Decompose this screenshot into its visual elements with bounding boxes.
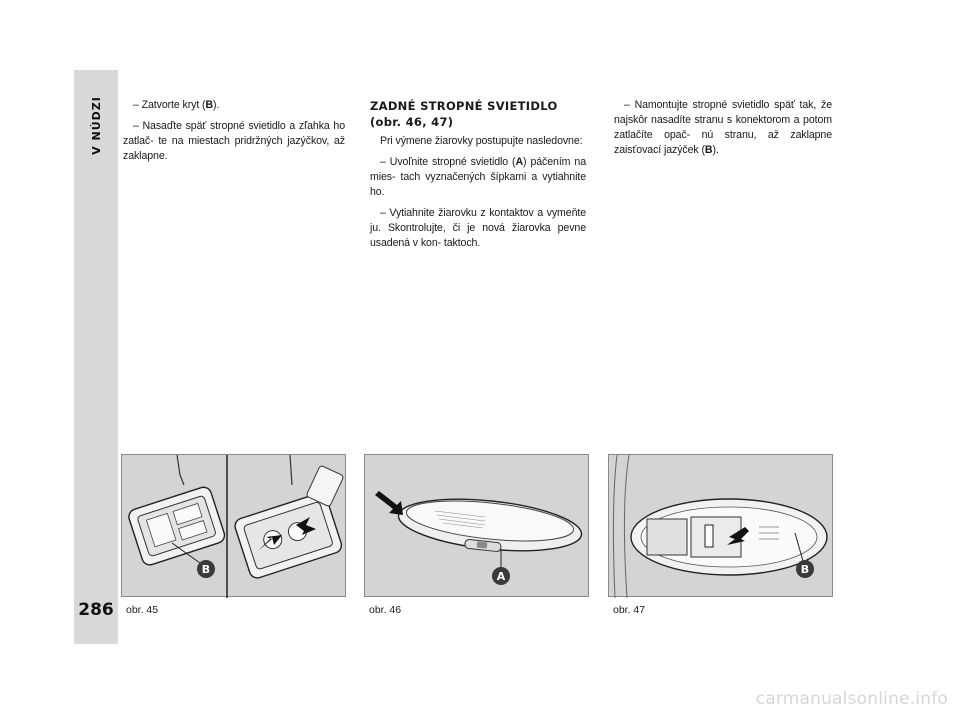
ceiling-light-reinstall-diagram	[609, 455, 834, 598]
instruction-replace-bulb: – Vytiahnite žiarovku z kontaktov a vymeňte ju. Skontrolujte, či je nová žiarovka pevne usadená v kon- taktoch.	[370, 207, 586, 249]
instruction-close-cover: – Zatvorte kryt (B).	[133, 99, 220, 111]
ref-letter: B	[704, 144, 713, 156]
section-title-line2: (obr. 46, 47)	[370, 115, 454, 129]
section-side-tab	[74, 70, 118, 644]
label-a-text: A	[496, 570, 506, 583]
watermark: carmanualsonline.info	[755, 689, 948, 709]
text-column-2	[370, 98, 586, 257]
section-label-text: V NÚDZI	[89, 95, 103, 155]
figure-47-caption: obr. 47	[613, 604, 646, 616]
text-column-3	[614, 98, 832, 164]
ref-letter: A	[515, 156, 524, 168]
label-b-text: B	[201, 563, 211, 576]
figure-45-caption: obr. 45	[126, 604, 159, 616]
figure-46-illustration	[364, 454, 589, 597]
page-number: 286	[78, 600, 114, 620]
section-title	[370, 98, 586, 130]
instruction-release-light: – Uvoľnite stropné svietidlo (A) páčením na mies- tach vyznačených šípkami a vytiahnite ho.	[370, 156, 586, 198]
ref-letter: B	[205, 99, 214, 111]
section-label	[74, 70, 118, 180]
intro-paragraph: Pri výmene žiarovky postupujte nasledovne:	[380, 135, 583, 147]
instruction-reinstall-light: – Namontujte stropné svietidlo späť tak, že najskôr nasadíte stranu s konektorom a potom zatlačíte opač- nú stranu, až zaklapne zaisťovací jazýček (B).	[614, 99, 832, 156]
rear-ceiling-light-diagram	[365, 455, 590, 598]
figure-46-caption: obr. 46	[369, 604, 402, 616]
instruction-refit-light: – Nasaďte späť stropné svietidlo a zľahka ho zatlač- te na miestach pridržných jazýčkov, až zaklapne.	[123, 120, 345, 162]
section-title-line1: ZADNÉ STROPNÉ SVIETIDLO	[370, 99, 558, 113]
label-b-text: B	[800, 563, 810, 576]
figure-47-illustration	[608, 454, 833, 597]
courtesy-light-cover-diagram	[122, 455, 347, 598]
text-column-1	[123, 98, 345, 170]
figure-45-illustration	[121, 454, 346, 597]
